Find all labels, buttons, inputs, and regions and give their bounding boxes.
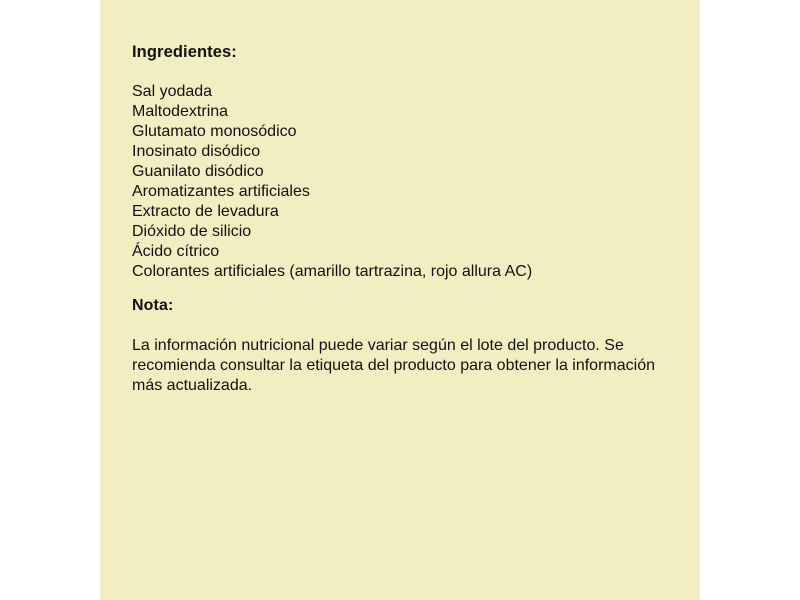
label-panel [100, 0, 700, 600]
ingredient-item: Guanilato disódico [132, 163, 264, 180]
ingredient-item: Glutamato monosódico [132, 123, 297, 140]
ingredient-item: Colorantes artificiales (amarillo tartrazina, rojo allura AC) [132, 263, 533, 280]
ingredient-item: Sal yodada [132, 83, 213, 100]
ingredient-list [132, 82, 532, 282]
ingredient-item: Extracto de levadura [132, 203, 279, 220]
note-text: La información nutricional puede variar según el lote del producto. Se recomienda consultar la etiqueta del producto para obtener la información más actualizada. [132, 337, 655, 394]
ingredient-item: Ácido cítrico [132, 243, 220, 260]
ingredients-heading: Ingredientes: [132, 43, 237, 61]
ingredient-item: Inosinato disódico [132, 143, 261, 160]
ingredient-item: Dióxido de silicio [132, 223, 252, 240]
ingredient-item: Aromatizantes artificiales [132, 183, 310, 200]
ingredient-item: Maltodextrina [132, 103, 229, 120]
note-heading: Nota: [132, 297, 174, 314]
